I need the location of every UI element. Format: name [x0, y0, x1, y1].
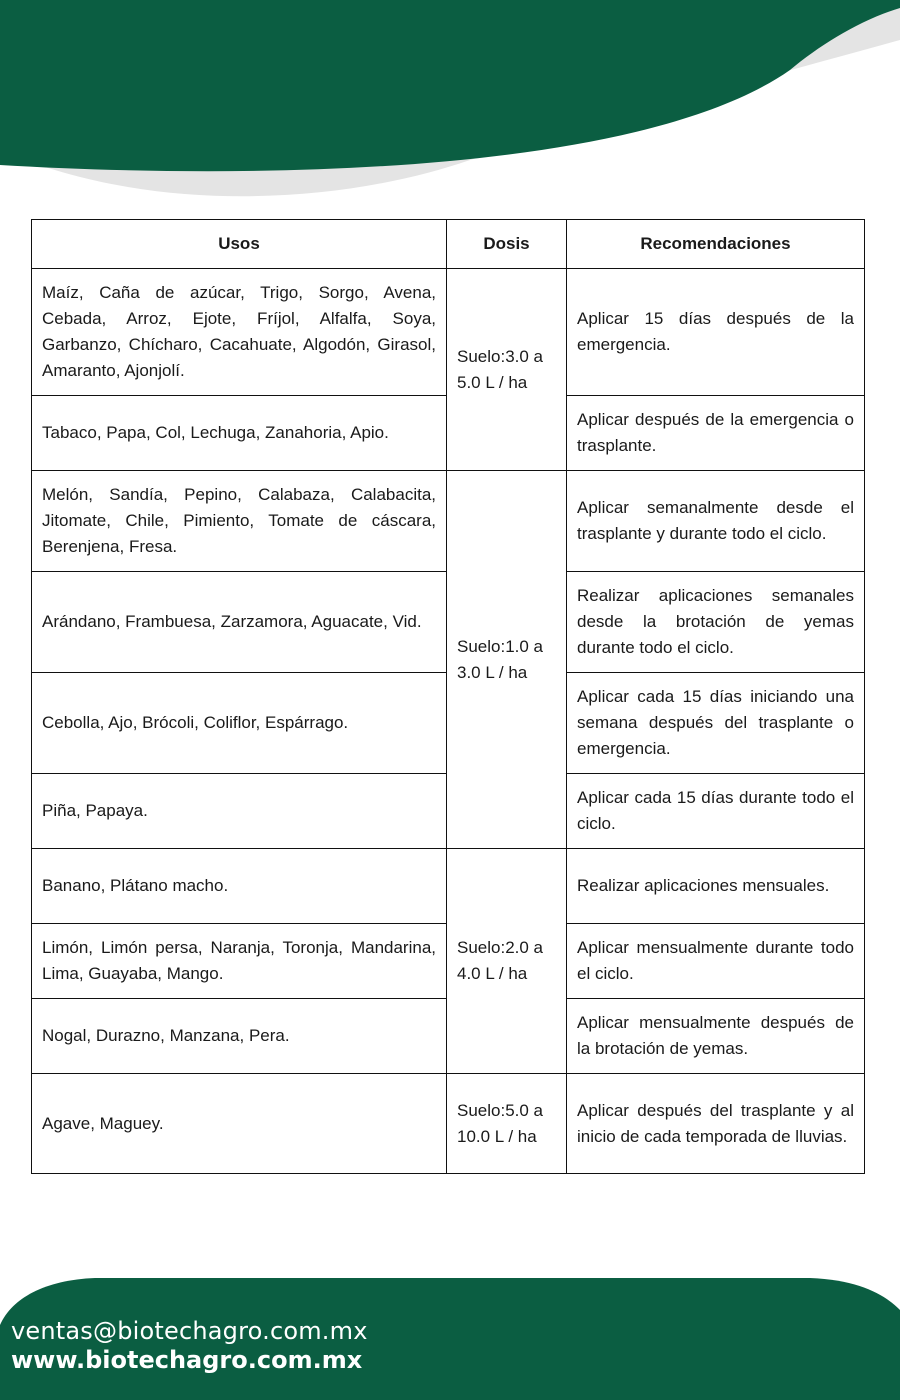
uso-cell: Melón, Sandía, Pepino, Calabaza, Calabacita, Jitomate, Chile, Pimiento, Tomate de cáscara, Berenjena, Fresa.	[32, 471, 447, 572]
uso-cell: Limón, Limón persa, Naranja, Toronja, Mandarina, Lima, Guayaba, Mango.	[32, 924, 447, 999]
recomendacion-cell: Realizar aplicaciones semanales desde la brotación de yemas durante todo el ciclo.	[567, 572, 865, 673]
uso-cell: Maíz, Caña de azúcar, Trigo, Sorgo, Avena, Cebada, Arroz, Ejote, Fríjol, Alfalfa, Soya, Garbanzo, Chícharo, Cacahuate, Algodón, Girasol, Amaranto, Ajonjolí.	[32, 269, 447, 396]
header-wave-green	[0, 0, 900, 171]
table-row	[32, 269, 865, 396]
recomendacion-cell: Aplicar mensualmente después de la brotación de yemas.	[567, 999, 865, 1074]
recomendacion-cell: Aplicar mensualmente durante todo el ciclo.	[567, 924, 865, 999]
table-row	[32, 849, 865, 924]
uso-cell: Banano, Plátano macho.	[32, 849, 447, 924]
recomendacion-cell: Aplicar cada 15 días iniciando una semana después del trasplante o emergencia.	[567, 673, 865, 774]
footer-website-link[interactable]: www.biotechagro.com.mx	[11, 1346, 363, 1374]
dosis-cell: Suelo:2.0 a 4.0 L / ha	[447, 849, 567, 1074]
dosis-cell: Suelo:5.0 a 10.0 L / ha	[447, 1074, 567, 1174]
dosis-cell: Suelo:1.0 a 3.0 L / ha	[447, 471, 567, 849]
recomendacion-cell: Realizar aplicaciones mensuales.	[567, 849, 865, 924]
uso-cell: Agave, Maguey.	[32, 1074, 447, 1174]
header-wave-decoration	[0, 0, 900, 215]
dosage-table	[31, 219, 865, 1174]
table-row	[32, 1074, 865, 1174]
recomendacion-cell: Aplicar cada 15 días durante todo el ciclo.	[567, 774, 865, 849]
table-header-row	[32, 220, 865, 269]
uso-cell: Tabaco, Papa, Col, Lechuga, Zanahoria, Apio.	[32, 396, 447, 471]
footer-email-link[interactable]: ventas@biotechagro.com.mx	[11, 1317, 368, 1345]
uso-cell: Piña, Papaya.	[32, 774, 447, 849]
header-usos: Usos	[32, 220, 447, 269]
uso-cell: Cebolla, Ajo, Brócoli, Coliflor, Espárrago.	[32, 673, 447, 774]
recomendacion-cell: Aplicar semanalmente desde el trasplante y durante todo el ciclo.	[567, 471, 865, 572]
uso-cell: Arándano, Frambuesa, Zarzamora, Aguacate, Vid.	[32, 572, 447, 673]
footer-contact	[11, 1316, 368, 1374]
header-dosis: Dosis	[447, 220, 567, 269]
recomendacion-cell: Aplicar 15 días después de la emergencia.	[567, 269, 865, 396]
recomendacion-cell: Aplicar después del trasplante y al inicio de cada temporada de lluvias.	[567, 1074, 865, 1174]
table-row	[32, 471, 865, 572]
recomendacion-cell: Aplicar después de la emergencia o trasplante.	[567, 396, 865, 471]
header-recomendaciones: Recomendaciones	[567, 220, 865, 269]
uso-cell: Nogal, Durazno, Manzana, Pera.	[32, 999, 447, 1074]
dosis-cell: Suelo:3.0 a 5.0 L / ha	[447, 269, 567, 471]
